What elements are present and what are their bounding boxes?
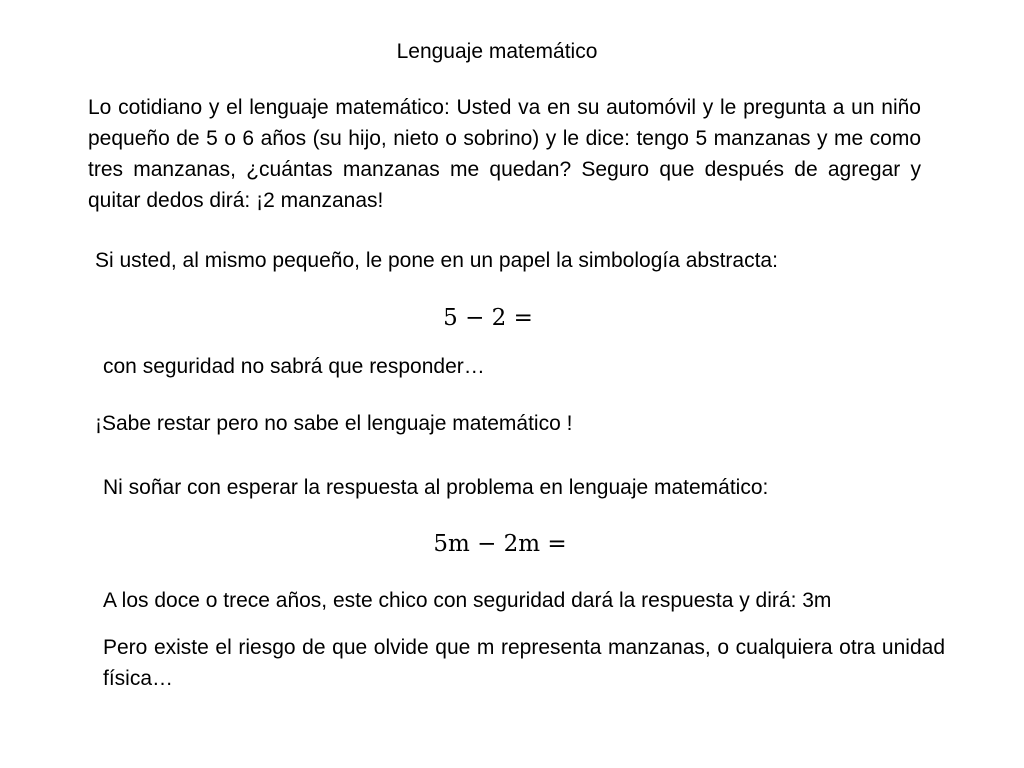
- answer-paragraph: A los doce o trece años, este chico con seguridad dará la respuesta y dirá: 3m: [103, 589, 832, 612]
- no-answer-paragraph: con seguridad no sabrá que responder…: [103, 355, 485, 378]
- knows-subtraction-paragraph: ¡Sabe restar pero no sabe el lenguaje matemático !: [95, 412, 573, 435]
- risk-paragraph: Pero existe el riesgo de que olvide que m representa manzanas, o cualquiera otra unidad física…: [103, 636, 945, 690]
- problem-language-paragraph: Ni soñar con esperar la respuesta al problema en lenguaje matemático:: [103, 476, 769, 499]
- intro-paragraph: Lo cotidiano y el lenguaje matemático: Usted va en su automóvil y le pregunta a un niño pequeño de 5 o 6 años (su hijo, nieto o sobrino) y le dice: tengo 5 manzanas y me como tres manzanas, ¿cuántas manzanas me quedan? Seguro que después de agregar y quitar dedos dirá: ¡2 manzanas!: [88, 96, 921, 212]
- slide-title: Lenguaje matemático: [396, 40, 598, 63]
- formula-subtraction: 5 − 2 =: [443, 305, 533, 331]
- abstract-symbology-paragraph: Si usted, al mismo pequeño, le pone en un papel la simbología abstracta:: [95, 249, 778, 272]
- formula-units-subtraction: 5m − 2m =: [433, 531, 567, 557]
